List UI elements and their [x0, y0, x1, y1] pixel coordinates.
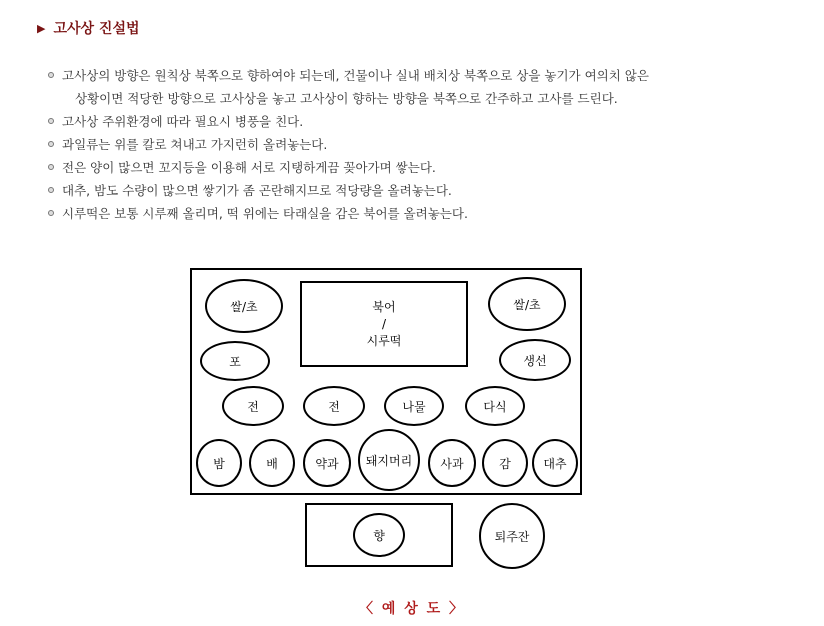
list-item-text: 시루떡은 보통 시루째 올리며, 떡 위에는 타래실을 감은 북어를 올려놓는다.	[62, 206, 468, 221]
persimmon-label: 감	[499, 456, 511, 471]
center-line-1: 북어	[372, 299, 396, 314]
persimmon	[482, 439, 528, 487]
circle-bullet-icon	[48, 141, 54, 147]
list-item	[48, 64, 808, 110]
dasik-label: 다식	[483, 399, 507, 414]
instruction-list	[48, 64, 808, 225]
list-item-text: 대추, 밤도 수량이 많으면 쌓기가 좀 곤란해지므로 적당량을 올려놓는다.	[62, 183, 452, 198]
list-item	[48, 110, 808, 133]
dasik	[465, 386, 525, 426]
jeon-left-label: 전	[247, 399, 259, 414]
rice-candle-left	[205, 279, 283, 333]
dried-pollack-rice-cake	[300, 281, 468, 367]
chestnut	[196, 439, 242, 487]
pear	[249, 439, 295, 487]
pear-label: 배	[266, 456, 278, 471]
yakgwa-label: 약과	[315, 456, 339, 471]
pig-head	[358, 429, 420, 491]
section-title-text: 고사상 진설법	[53, 21, 140, 37]
incense-table	[305, 503, 453, 567]
circle-bullet-icon	[48, 118, 54, 124]
list-item-text: 전은 양이 많으면 꼬지등을 이용해 서로 지탱하게끔 꽂아가며 쌓는다.	[62, 160, 436, 175]
apple-label: 사과	[440, 456, 464, 471]
incense	[353, 513, 405, 557]
list-item	[48, 133, 808, 156]
jujube	[532, 439, 578, 487]
section-title	[37, 18, 140, 38]
triangle-bullet-icon: ▶	[37, 21, 46, 35]
namul-label: 나물	[402, 399, 426, 414]
list-item	[48, 202, 808, 225]
rice-candle-left-label: 쌀/초	[230, 299, 258, 314]
chestnut-label: 밤	[213, 456, 225, 471]
fish	[499, 339, 571, 381]
table-layout-frame	[190, 268, 582, 495]
jeon-right	[303, 386, 365, 426]
rice-candle-right-label: 쌀/초	[513, 297, 541, 312]
circle-bullet-icon	[48, 210, 54, 216]
center-line-3: 시루떡	[366, 333, 402, 348]
pig-head-label: 돼지머리	[365, 453, 413, 468]
namul	[384, 386, 444, 426]
list-item-text: 고사상의 방향은 원칙상 북쪽으로 향하여야 되는데, 건물이나 실내 배치상 북쪽으로 상을 놓기가 여의치 않은	[62, 68, 649, 83]
yakgwa	[303, 439, 351, 487]
list-item-text: 고사상 주위환경에 따라 필요시 병풍을 친다.	[62, 114, 304, 129]
circle-bullet-icon	[48, 187, 54, 193]
toejujan-cup	[479, 503, 545, 569]
incense-label: 향	[373, 528, 385, 543]
po-label: 포	[229, 354, 241, 369]
list-item-continuation: 상황이면 적당한 방향으로 고사상을 놓고 고사상이 향하는 방향을 북쪽으로 간주하고 고사를 드린다.	[75, 91, 618, 106]
fish-label: 생선	[523, 353, 547, 368]
circle-bullet-icon	[48, 164, 54, 170]
jujube-label: 대추	[543, 456, 567, 471]
apple	[428, 439, 476, 487]
jeon-left	[222, 386, 284, 426]
dried-meat-po	[200, 341, 270, 381]
jeon-right-label: 전	[328, 399, 340, 414]
list-item	[48, 179, 808, 202]
toejujan-label: 퇴주잔	[494, 529, 530, 544]
list-item-text: 과일류는 위를 칼로 쳐내고 가지런히 올려놓는다.	[62, 137, 328, 152]
diagram-caption: 〈 예 상 도 〉	[358, 601, 466, 617]
circle-bullet-icon	[48, 72, 54, 78]
list-item	[48, 156, 808, 179]
center-line-2: /	[381, 316, 387, 331]
rice-candle-right	[488, 277, 566, 331]
